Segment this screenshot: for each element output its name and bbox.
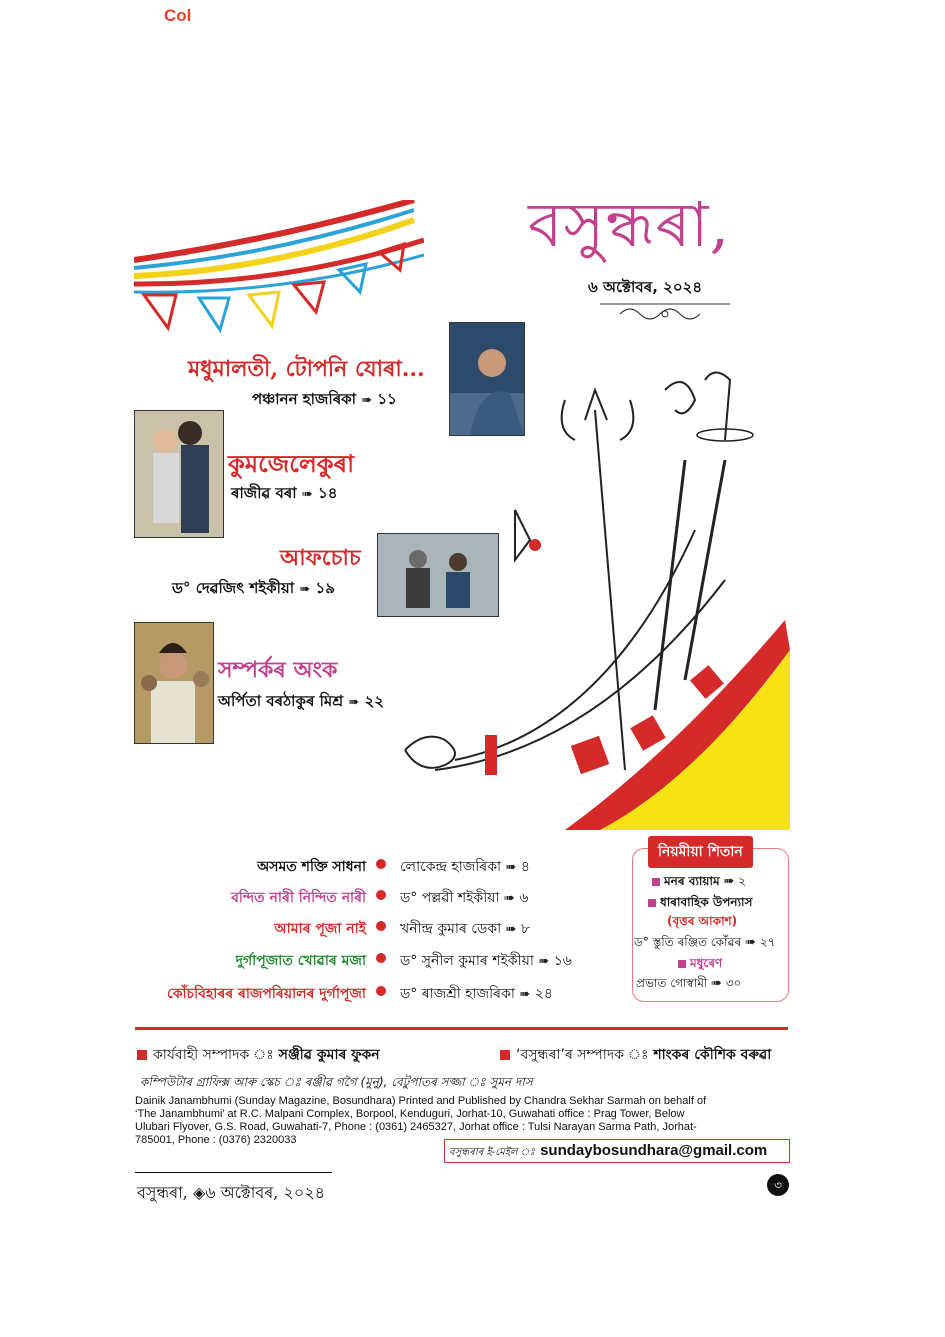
story-byline-4 [218, 690, 384, 715]
story-thumbnail-2 [134, 410, 224, 538]
story-page-4: ২২ [364, 692, 385, 710]
bullet-dot [376, 921, 386, 931]
regular-item-3-author: প্ৰভাত গোস্বামী ➠ ৩০ [636, 976, 742, 991]
exec-editor-credit: কাৰ্যবাহী সম্পাদক ঃ সঞ্জীৱ কুমাৰ ফুকন [137, 1043, 380, 1067]
story-page-1: ১১ [377, 390, 397, 408]
article-author-4: ড° সুনীল কুমাৰ শইকীয়া ➠ ১৬ [400, 953, 572, 969]
imprint-line: Dainik Janambhumi (Sunday Magazine, Bosundhara) Printed and Published by Chandra Sekhar Sarmah on behalf of [135, 1095, 707, 1107]
editor-credit: ‘বসুন্ধৰা’ৰ সম্পাদক ঃ শাংকৰ কৌশিক বৰুৱা [500, 1043, 771, 1067]
story-author-1: পঞ্চানন হাজৰিকা [252, 390, 356, 408]
article-row-1 [0, 855, 620, 877]
arrow-icon: ➠ [361, 393, 373, 408]
article-row-5 [0, 982, 620, 1004]
article-row-4 [0, 949, 620, 971]
issue-date: ৬ অক্টোবৰ, ২০২৪ [588, 278, 703, 296]
bullet-square-icon [500, 1050, 510, 1060]
flourish-ornament [600, 300, 730, 322]
imprint-line: ‘The Janambhumi’ at R.C. Malpani Complex, Borpool, Kenduguri, Jorhat-10, Guwahati office : Prag Tower, Below [135, 1108, 685, 1120]
bullet-dot [376, 986, 386, 996]
email-link[interactable]: sundaybosundhara@gmail.com [540, 1142, 768, 1159]
email-box [444, 1139, 790, 1163]
bullet-square-icon [137, 1050, 147, 1060]
story-byline-2 [231, 482, 338, 507]
bullet-dot [376, 890, 386, 900]
article-author-3: খনীন্দ্ৰ কুমাৰ ডেকা ➠ ৮ [400, 921, 531, 937]
festive-bunting [134, 200, 424, 340]
imprint-line: Ulubari Flyover, G.S. Road, Guwahati-7, Phone : (0361) 2465327, Jorhat office : Tulsi Narayan Sarma Path, Jorhat- [135, 1121, 697, 1133]
story-author-4: অৰ্পিতা বৰঠাকুৰ মিশ্ৰ [218, 692, 344, 710]
article-row-3 [0, 917, 620, 939]
regular-item-2-author: ড° স্তুতি ৰঞ্জিত কোঁৱৰ ➠ ২৭ [634, 935, 776, 950]
article-author-2: ড° পল্লৱী শইকীয়া ➠ ৬ [400, 890, 529, 906]
regular-item-3: মধুৰেণ [678, 955, 722, 975]
regular-item-2-sub: (বৃত্তৰ আকাশ) [667, 914, 738, 928]
bullet-square-icon [678, 960, 686, 968]
divider-rule [135, 1027, 788, 1030]
story-page-2: ১৪ [318, 484, 338, 502]
regular-item-1: মনৰ ব্যায়াম ➠ ২ [652, 873, 746, 893]
email-label: বসুন্ধৰাৰ ই-মেইল ঃ [449, 1147, 535, 1158]
footer-rule [135, 1172, 332, 1173]
story-page-3: ১৯ [315, 579, 335, 597]
story-author-2: ৰাজীৱ বৰা [231, 484, 297, 502]
article-title-5: কোঁচবিহাৰৰ ৰাজপৰিয়ালৰ দুৰ্গাপূজা [167, 986, 366, 1002]
story-thumbnail-3 [377, 533, 499, 617]
page-number: ৩ [767, 1174, 789, 1196]
article-author-1: লোকেন্দ্ৰ হাজৰিকা ➠ ৪ [400, 859, 530, 875]
col-tag: Col [164, 6, 192, 25]
story-title-4: সম্পৰ্কৰ অংক [218, 657, 338, 683]
article-author-5: ড° ৰাজশ্ৰী হাজৰিকা ➠ ২৪ [400, 986, 553, 1002]
graphics-credit: কম্পিউটাৰ গ্ৰাফিক্স আৰু স্কেচ ঃ ৰঞ্জীৱ গগৈ (মুনু), বেটুপাতৰ সজ্জা ঃ সুমন দাস [140, 1075, 533, 1089]
story-thumbnail-1 [449, 322, 525, 436]
article-title-2: বন্দিত নাৰী নিন্দিত নাৰী [231, 890, 366, 906]
arrow-icon: ➠ [299, 582, 311, 597]
arrow-icon: ➠ [348, 695, 360, 710]
story-title-1: মধুমালতী, টোপনি যোৰা... [188, 356, 425, 382]
story-thumbnail-4 [134, 622, 214, 744]
article-row-2 [0, 886, 620, 908]
article-title-1: অসমত শক্তি সাধনা [257, 859, 366, 875]
bullet-square-icon [648, 899, 656, 907]
story-title-2: কুমজেলেকুৰা [228, 449, 355, 478]
bullet-dot [376, 953, 386, 963]
story-author-3: ড° দেৱজিৎ শইকীয়া [172, 579, 295, 597]
masthead-title: বসুন্ধৰা, [528, 188, 731, 261]
article-title-4: দুৰ্গাপূজাত খোৱাৰ মজা [235, 953, 366, 969]
story-byline-3 [172, 577, 335, 602]
arrow-icon: ➠ [301, 487, 313, 502]
imprint-line: 785001, Phone : (0376) 2320033 [135, 1134, 297, 1146]
bullet-square-icon [652, 878, 660, 886]
footer-running-head: বসুন্ধৰা, ◈৬ অক্টোবৰ, ২০২৪ [137, 1183, 326, 1202]
regular-item-2: ধাৰাবাহিক উপন্যাস [648, 894, 752, 914]
story-title-3: আফচোচ [280, 545, 361, 571]
article-title-3: আমাৰ পূজা নাই [274, 921, 366, 937]
story-byline-1 [252, 388, 397, 413]
bullet-dot [376, 859, 386, 869]
regular-columns-heading: নিয়মীয়া শিতান [648, 836, 753, 868]
